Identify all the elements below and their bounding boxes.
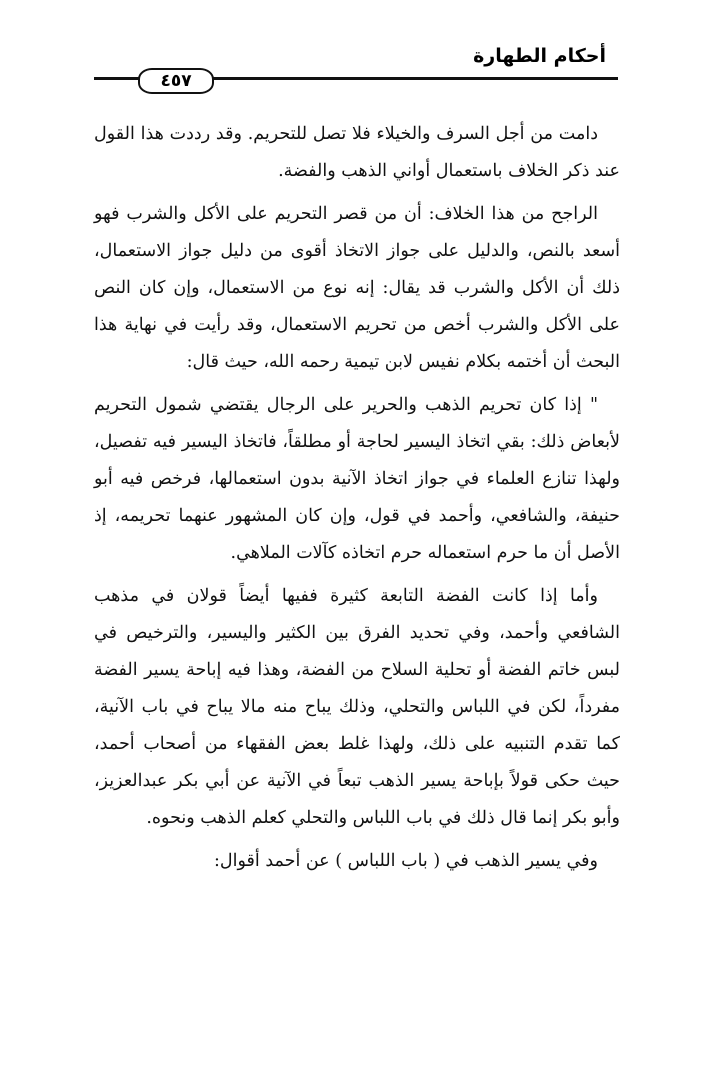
paragraph: دامت من أجل السرف والخيلاء فلا تصل للتحريم. وقد رددت هذا القول عند ذكر الخلاف باستعمال أواني الذهب والفضة. <box>94 124 620 181</box>
paragraph: وأما إذا كانت الفضة التابعة كثيرة ففيها أيضاً قولان في مذهب الشافعي وأحمد، وفي تحديد الفرق بين الكثير واليسير، والترخيص في لبس خاتم الفضة أو تحلية السلاح من الفضة، وهذا فيه إباحة يسير الفضة مفرداً، لكن في اللباس والتحلي، وذلك يباح منه مالا يباح في باب الآنية، كما تقدم التنبيه على ذلك، ولهذا غلط بعض الفقهاء من أصحاب أحمد، حيث حكى قولاً بإباحة يسير الذهب تبعاً في الآنية عن أبي بكر عبدالعزيز، وأبو بكر إنما قال ذلك في باب اللباس والتحلي كعلم الذهب ونحوه. <box>94 586 620 828</box>
running-head: أحكام الطهارة <box>473 45 606 67</box>
page-number: ٤٥٧ <box>160 71 192 91</box>
quotation-paragraph: " إذا كان تحريم الذهب والحرير على الرجال يقتضي شمول التحريم لأبعاض ذلك: بقي اتخاذ اليسير لحاجة أو مطلقاً، فاتخاذ اليسير فيه تفصيل، ولهذا تنازع العلماء في جواز اتخاذ الآنية بدون استعمالها، فرخص فيه أبو حنيفة، والشافعي، وأحمد في قول، وإن كان المشهور عنهما تحريمه، إذ الأصل أن ما حرم استعماله حرم اتخاذه كآلات الملاهي. <box>94 395 620 563</box>
paragraph: الراجح من هذا الخلاف: أن من قصر التحريم على الأكل والشرب فهو أسعد بالنص، والدليل على جواز الاتخاذ أقوى من دليل جواز الاستعمال، ذلك أن الأكل والشرب قد يقال: إنه نوع من الاستعمال، وإن كان النص على الأكل والشرب أخص من تحريم الاستعمال، وقد رأيت في نهاية هذا البحث أن أختمه بكلام نفيس لابن تيمية رحمه الله، حيث قال: <box>94 204 620 372</box>
page-number-frame <box>138 68 214 94</box>
paragraph: وفي يسير الذهب في ( باب اللباس ) عن أحمد أقوال: <box>214 851 598 871</box>
body-text <box>94 116 620 886</box>
